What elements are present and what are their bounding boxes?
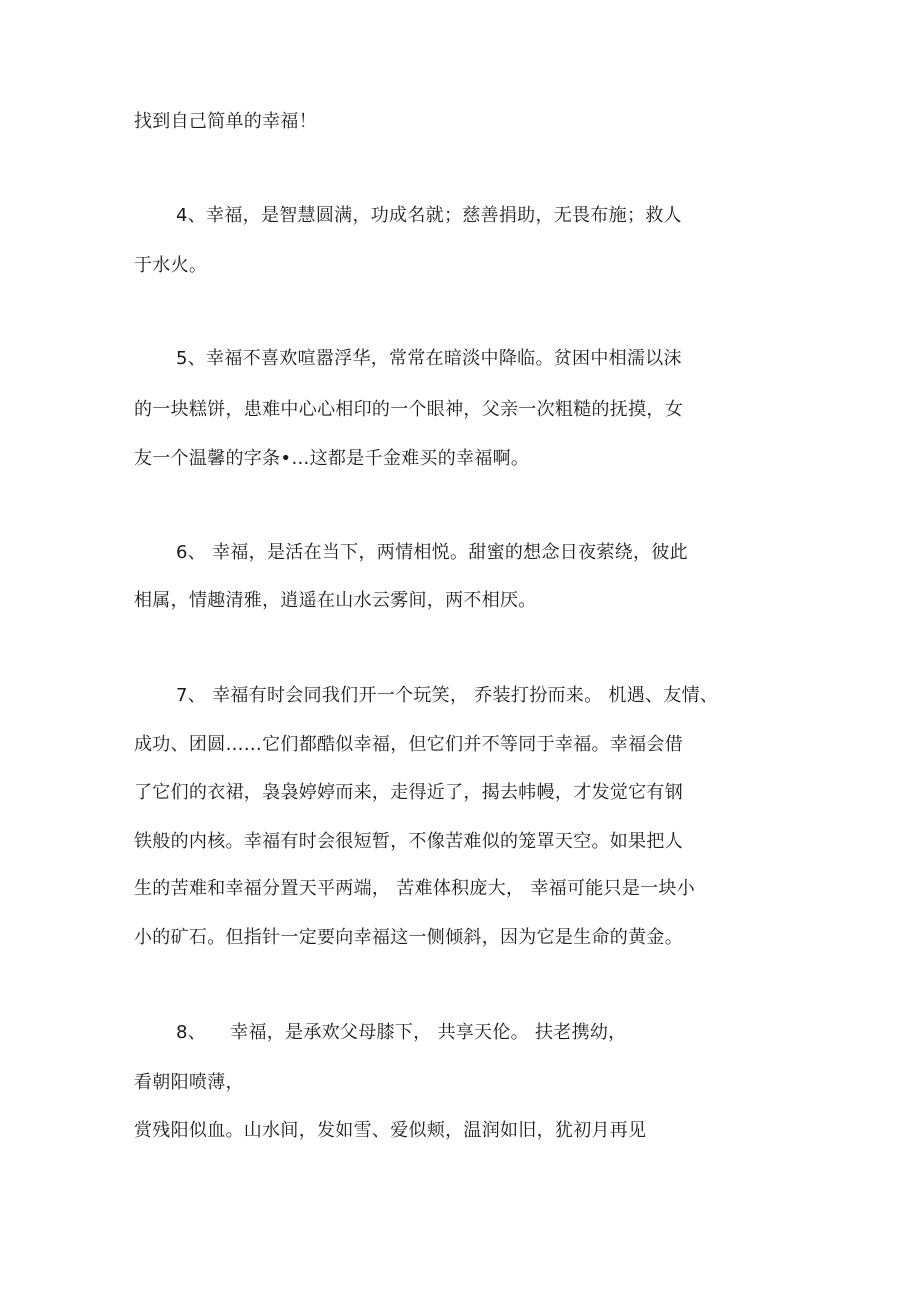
paragraph-7-line-4: 铁般的内核。幸福有时会很短暂，不像苦难似的笼罩天空。如果把人 [134,831,683,852]
text-line: 找到自己简单的幸福！ [134,111,317,132]
paragraph-6-line-1: 6、 幸福，是活在当下，两情相悦。甜蜜的想念日夜萦绕，彼此 [176,542,688,563]
paragraph-7-line-5: 生的苦难和幸福分置天平两端， 苦难体积庞大， 幸福可能只是一块小 [134,878,696,899]
paragraph-7-line-3: 了它们的衣裙，袅袅婷婷而来，走得近了，揭去帏幔，才发觉它有钢 [134,782,683,803]
paragraph-7-line-2: 成功、团圆……它们都酷似幸福，但它们并不等同于幸福。幸福会借 [134,734,683,755]
paragraph-8-line-1: 8、 幸福，是承欢父母膝下， 共享天伦。 扶老携幼， [176,1022,627,1043]
paragraph-8-line-2: 看朝阳喷薄， [134,1072,244,1093]
paragraph-5-line-3: 友一个温馨的字条•…这都是千金难买的幸福啊。 [134,448,530,469]
paragraph-4-line-1: 4、幸福，是智慧圆满，功成名就；慈善捐助，无畏布施；救人 [176,205,682,226]
paragraph-8-line-3: 赏残阳似血。山水间，发如雪、爱似颊，温润如旧，犹初月再见 [134,1120,647,1141]
paragraph-5-line-1: 5、幸福不喜欢喧嚣浮华，常常在暗淡中降临。贫困中相濡以沫 [176,348,682,369]
paragraph-5-line-2: 的一块糕饼，患难中心心相印的一个眼神，父亲一次粗糙的抚摸，女 [134,399,683,420]
paragraph-6-line-2: 相属，情趣清雅，逍遥在山水云雾间，两不相厌。 [134,590,537,611]
paragraph-7-line-1: 7、 幸福有时会同我们开一个玩笑， 乔装打扮而来。 机遇、友情、 [176,685,719,706]
paragraph-4-line-2: 于水火。 [134,255,208,276]
paragraph-7-line-6: 小的矿石。但指针一定要向幸福这一侧倾斜，因为它是生命的黄金。 [134,927,683,948]
